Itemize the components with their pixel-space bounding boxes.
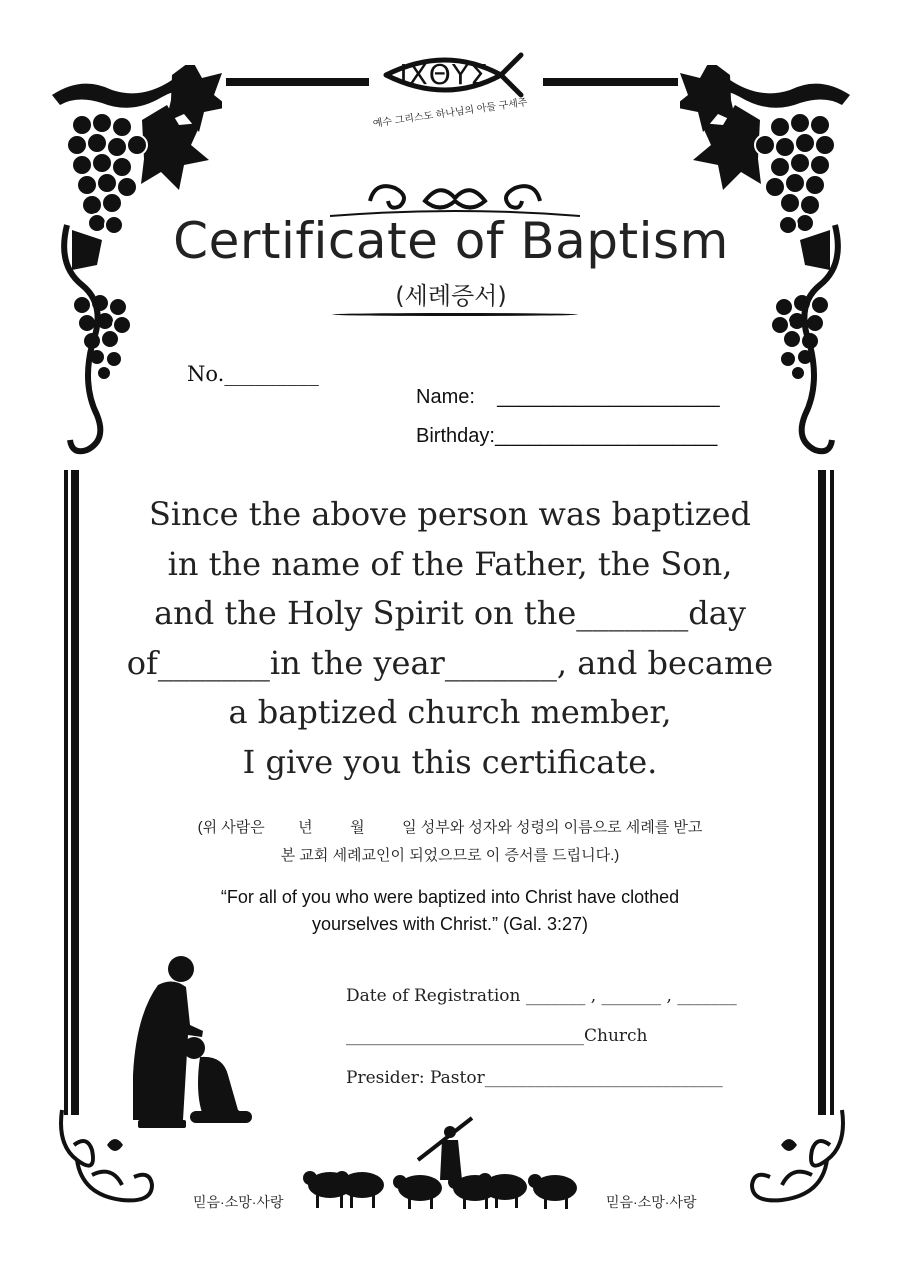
body-line: a baptized church member, — [228, 693, 672, 731]
flourish-left-ornament — [52, 1105, 162, 1215]
top-bar-left — [226, 78, 369, 86]
shepherd-sheep-illustration — [300, 1110, 590, 1215]
top-bar-right — [543, 78, 678, 86]
title-underline — [332, 313, 578, 316]
church-field: ____________________________Church — [346, 1026, 648, 1046]
baptism-figure-illustration — [128, 955, 258, 1130]
korean-line: 본 교회 세례교인이 되었으므로 이 증서를 드립니다.) — [280, 847, 620, 864]
name-line: ____________________ — [497, 386, 720, 408]
birthday-field — [416, 425, 717, 448]
motto-left: 믿음·소망·사랑 — [193, 1194, 284, 1210]
body-line: in the name of the Father, the Son, — [167, 544, 733, 583]
birthday-line: ____________________ — [494, 425, 718, 447]
certificate-number-field: No._________ — [187, 362, 319, 386]
body-line: I give you this certificate. — [242, 742, 658, 781]
body-line: and the Holy Spirit on the_______day — [154, 594, 746, 632]
verse-line: yourselves with Christ.” (Gal. 3:27) — [311, 914, 589, 934]
certificate-title: Certificate of Baptism — [173, 212, 729, 270]
presider-field: Presider: Pastor____________________________ — [346, 1068, 723, 1088]
name-field — [416, 386, 720, 409]
korean-body — [60, 814, 840, 870]
registration-date-field: Date of Registration _______ , _______ , _______ — [346, 986, 737, 1006]
bible-verse — [60, 884, 840, 938]
birthday-label: Birthday: — [416, 425, 495, 447]
flourish-right-ornament — [742, 1105, 852, 1215]
certificate-body — [60, 490, 840, 787]
verse-line: “For all of you who were baptized into Christ have clothed — [220, 887, 680, 907]
certificate-subtitle: (세례증서) — [395, 282, 507, 310]
motto-right: 믿음·소망·사랑 — [606, 1194, 697, 1210]
ichthys-text: ΙΧΘΥΣ — [399, 58, 489, 91]
name-label: Name: — [416, 386, 492, 408]
body-line: of_______in the year_______, and became — [126, 643, 774, 682]
body-line: Since the above person was baptized — [148, 495, 752, 533]
korean-line: (위 사람은 년 월 일 성부와 성자와 성령의 이름으로 세례를 받고 — [197, 819, 703, 836]
emblem-arc-text: 예수 그리스도 하나님의 아들 구세주 — [372, 97, 529, 130]
